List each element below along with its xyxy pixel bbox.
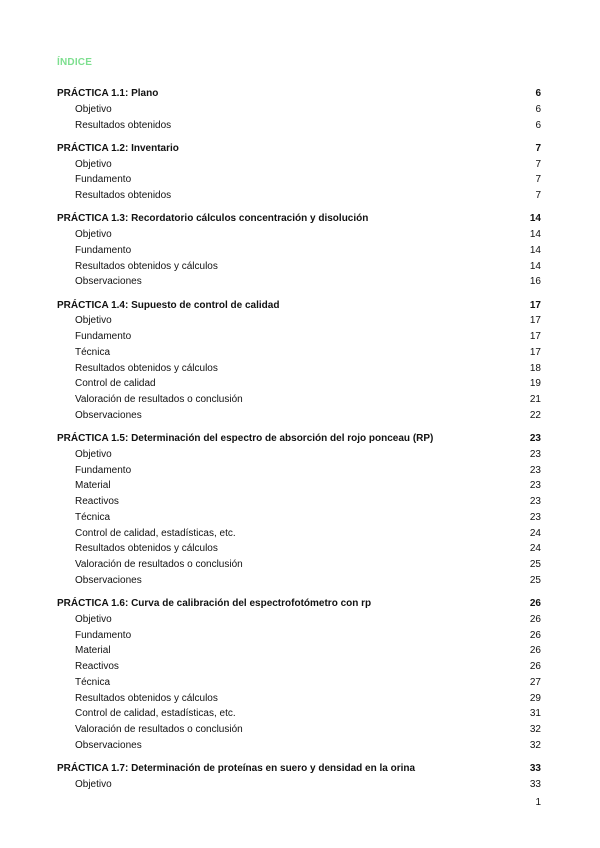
toc-section-heading[interactable] bbox=[57, 141, 541, 157]
section-heading-text: PRÁCTICA 1.3: Recordatorio cálculos concentración y disolución bbox=[57, 213, 369, 225]
toc-section-heading[interactable] bbox=[57, 596, 541, 612]
toc-entry[interactable] bbox=[57, 722, 541, 738]
toc-entry-label: Objetivo bbox=[75, 103, 112, 115]
toc-section bbox=[57, 211, 541, 290]
toc-entry[interactable] bbox=[57, 659, 541, 675]
toc-entry[interactable] bbox=[57, 510, 541, 526]
toc-entry-label: Fundamento bbox=[75, 331, 132, 342]
toc-title: ÍNDICE bbox=[57, 57, 93, 68]
toc-entry[interactable] bbox=[57, 573, 541, 589]
toc-section-heading[interactable] bbox=[57, 761, 541, 777]
toc-entry-label: Control de calidad bbox=[75, 378, 156, 390]
toc-entry[interactable] bbox=[57, 777, 541, 793]
toc-entry-page: 16 bbox=[529, 276, 541, 288]
table-of-contents bbox=[57, 86, 541, 800]
toc-entry[interactable] bbox=[57, 643, 541, 659]
toc-entry-label: Valoración de resultados o conclusión bbox=[75, 724, 243, 735]
toc-section-heading[interactable] bbox=[57, 86, 541, 102]
toc-entry-label: Observaciones bbox=[75, 739, 142, 751]
toc-entry-label: Control de calidad, estadísticas, etc. bbox=[75, 708, 236, 720]
toc-entry-label: Valoración de resultados o conclusión bbox=[75, 559, 243, 570]
toc-entry-label: Valoración de resultados o conclusión bbox=[75, 394, 243, 405]
section-heading-text: PRÁCTICA 1.5: Determinación del espectro de absorción del rojo ponceau (RP) bbox=[57, 433, 434, 444]
toc-entry-page: 32 bbox=[529, 724, 541, 735]
toc-entry-page: 26 bbox=[529, 629, 541, 641]
toc-entry[interactable] bbox=[57, 628, 541, 644]
toc-section bbox=[57, 761, 541, 793]
toc-entry-label: Resultados obtenidos y cálculos bbox=[75, 362, 218, 374]
toc-section-heading[interactable] bbox=[57, 298, 541, 314]
toc-entry-label: Técnica bbox=[75, 511, 111, 523]
toc-entry-page: 7 bbox=[535, 174, 541, 186]
toc-entry-page: 26 bbox=[529, 661, 541, 672]
toc-section-heading[interactable] bbox=[57, 211, 541, 227]
page-number: 1 bbox=[535, 797, 541, 808]
toc-entry[interactable] bbox=[57, 243, 541, 259]
toc-entry-label: Observaciones bbox=[75, 409, 142, 421]
toc-entry-label: Control de calidad, estadísticas, etc. bbox=[75, 527, 236, 539]
toc-entry[interactable] bbox=[57, 463, 541, 479]
toc-entry-page: 27 bbox=[529, 676, 541, 688]
section-page-number: 14 bbox=[529, 213, 541, 225]
toc-section bbox=[57, 431, 541, 589]
toc-entry-label: Resultados obtenidos bbox=[75, 119, 172, 131]
toc-entry-label: Resultados obtenidos y cálculos bbox=[75, 543, 218, 555]
toc-entry-page: 7 bbox=[535, 158, 541, 170]
toc-entry-page: 29 bbox=[529, 692, 541, 704]
toc-entry[interactable] bbox=[57, 172, 541, 188]
section-page-number: 17 bbox=[529, 299, 541, 311]
toc-entry[interactable] bbox=[57, 392, 541, 408]
toc-section bbox=[57, 141, 541, 204]
toc-entry-page: 32 bbox=[529, 739, 541, 751]
toc-entry[interactable] bbox=[57, 118, 541, 134]
toc-entry[interactable] bbox=[57, 313, 541, 329]
section-heading-text: PRÁCTICA 1.6: Curva de calibración del espectrofotómetro con rp bbox=[57, 598, 372, 609]
toc-entry-page: 23 bbox=[529, 511, 541, 523]
toc-entry-label: Fundamento bbox=[75, 464, 132, 476]
toc-entry-label: Reactivos bbox=[75, 496, 119, 507]
section-page-number: 7 bbox=[535, 142, 541, 154]
toc-section bbox=[57, 298, 541, 424]
toc-section-heading[interactable] bbox=[57, 431, 541, 447]
toc-entry-label: Objetivo bbox=[75, 158, 112, 170]
toc-entry-page: 31 bbox=[529, 708, 541, 720]
toc-entry[interactable] bbox=[57, 361, 541, 377]
toc-entry-page: 17 bbox=[529, 331, 541, 342]
toc-entry-page: 6 bbox=[535, 119, 541, 131]
toc-entry[interactable] bbox=[57, 557, 541, 573]
toc-entry[interactable] bbox=[57, 376, 541, 392]
section-heading-text: PRÁCTICA 1.2: Inventario bbox=[57, 142, 179, 154]
toc-entry-label: Observaciones bbox=[75, 276, 142, 288]
toc-entry[interactable] bbox=[57, 541, 541, 557]
toc-entry-label: Reactivos bbox=[75, 661, 119, 672]
toc-entry[interactable] bbox=[57, 345, 541, 361]
toc-entry-page: 23 bbox=[529, 496, 541, 507]
toc-entry-page: 14 bbox=[529, 229, 541, 240]
toc-entry[interactable] bbox=[57, 526, 541, 542]
toc-entry-page: 25 bbox=[529, 574, 541, 586]
toc-entry-page: 17 bbox=[529, 315, 541, 327]
toc-entry-page: 6 bbox=[535, 103, 541, 115]
toc-entry-page: 24 bbox=[529, 527, 541, 539]
section-page-number: 23 bbox=[529, 433, 541, 444]
toc-entry-label: Material bbox=[75, 645, 111, 657]
toc-entry[interactable] bbox=[57, 408, 541, 424]
toc-entry[interactable] bbox=[57, 447, 541, 463]
toc-entry-page: 18 bbox=[529, 362, 541, 374]
toc-entry-label: Resultados obtenidos y cálculos bbox=[75, 692, 218, 704]
section-page-number: 26 bbox=[529, 598, 541, 609]
toc-entry-label: Objetivo bbox=[75, 229, 112, 240]
toc-entry-label: Resultados obtenidos bbox=[75, 190, 172, 201]
toc-entry-label: Fundamento bbox=[75, 629, 132, 641]
toc-entry-label: Objetivo bbox=[75, 778, 112, 790]
toc-entry[interactable] bbox=[57, 329, 541, 345]
toc-entry[interactable] bbox=[57, 274, 541, 290]
toc-entry-label: Fundamento bbox=[75, 244, 132, 256]
toc-entry-page: 7 bbox=[535, 190, 541, 201]
toc-entry[interactable] bbox=[57, 675, 541, 691]
toc-section bbox=[57, 596, 541, 754]
toc-entry-label: Resultados obtenidos y cálculos bbox=[75, 260, 218, 272]
toc-entry[interactable] bbox=[57, 259, 541, 275]
toc-section bbox=[57, 86, 541, 133]
toc-entry[interactable] bbox=[57, 188, 541, 204]
toc-entry-page: 21 bbox=[529, 394, 541, 405]
toc-entry-page: 26 bbox=[529, 645, 541, 657]
toc-entry[interactable] bbox=[57, 478, 541, 494]
toc-entry-label: Material bbox=[75, 480, 111, 492]
section-heading-text: PRÁCTICA 1.7: Determinación de proteínas en suero y densidad en la orina bbox=[57, 763, 416, 774]
toc-entry-page: 14 bbox=[529, 244, 541, 256]
toc-entry[interactable] bbox=[57, 738, 541, 754]
section-page-number: 6 bbox=[535, 88, 541, 99]
toc-entry[interactable] bbox=[57, 612, 541, 628]
toc-entry-label: Objetivo bbox=[75, 315, 112, 327]
toc-entry-page: 33 bbox=[529, 778, 541, 790]
toc-entry[interactable] bbox=[57, 227, 541, 243]
toc-entry[interactable] bbox=[57, 157, 541, 173]
toc-entry-label: Objetivo bbox=[75, 448, 112, 460]
toc-entry-page: 26 bbox=[529, 613, 541, 625]
toc-entry-label: Fundamento bbox=[75, 174, 132, 186]
toc-entry[interactable] bbox=[57, 691, 541, 707]
toc-entry-label: Observaciones bbox=[75, 574, 142, 586]
toc-entry[interactable] bbox=[57, 706, 541, 722]
section-heading-text: PRÁCTICA 1.1: Plano bbox=[57, 88, 159, 99]
toc-entry[interactable] bbox=[57, 102, 541, 118]
toc-entry[interactable] bbox=[57, 494, 541, 510]
toc-entry-label: Objetivo bbox=[75, 613, 112, 625]
section-page-number: 33 bbox=[529, 763, 541, 774]
toc-entry-page: 25 bbox=[529, 559, 541, 570]
toc-entry-page: 23 bbox=[529, 448, 541, 460]
toc-entry-page: 23 bbox=[529, 464, 541, 476]
section-heading-text: PRÁCTICA 1.4: Supuesto de control de calidad bbox=[57, 299, 280, 311]
toc-entry-label: Técnica bbox=[75, 346, 111, 358]
toc-entry-page: 14 bbox=[529, 260, 541, 272]
toc-entry-page: 19 bbox=[529, 378, 541, 390]
toc-entry-page: 17 bbox=[529, 346, 541, 358]
toc-entry-page: 24 bbox=[529, 543, 541, 555]
toc-entry-page: 22 bbox=[529, 409, 541, 421]
toc-entry-label: Técnica bbox=[75, 676, 111, 688]
toc-entry-page: 23 bbox=[529, 480, 541, 492]
